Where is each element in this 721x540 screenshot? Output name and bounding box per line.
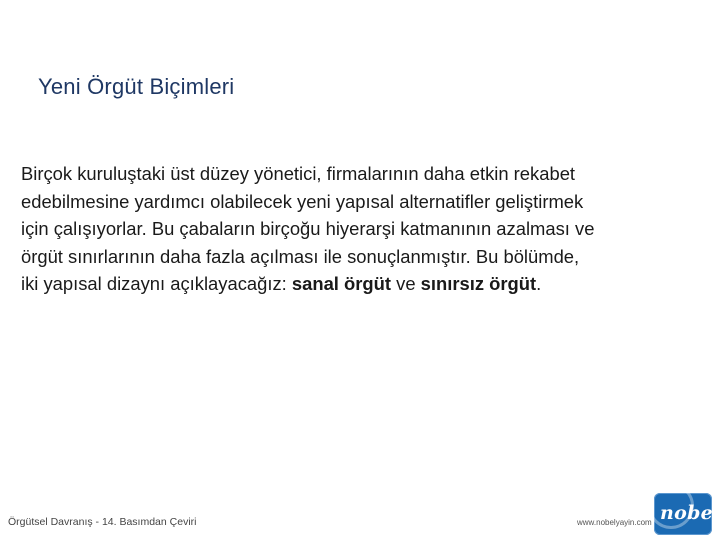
body-line-5 xyxy=(21,270,701,298)
sentence-end: . xyxy=(536,273,542,294)
footer-book-title: Örgütsel Davranış - 14. Basımdan Çeviri xyxy=(8,516,197,528)
term-sinirsiz-orgut: sınırsız örgüt xyxy=(420,273,537,294)
nobel-logo xyxy=(654,493,721,535)
footer-url: www.nobelyayin.com xyxy=(577,518,652,527)
body-line-3: için çalışıyorlar. Bu çabaların birçoğu hiyerarşi katmanının azalması ve xyxy=(21,218,595,239)
logo-text: nobel xyxy=(660,502,721,524)
body-line-2: edebilmesine yardımcı olabilecek yeni yapısal alternatifler geliştirmek xyxy=(21,190,584,212)
body-line-4: örgüt sınırlarının daha fazla açılması ile sonuçlanmıştır. Bu bölümde, xyxy=(21,245,580,267)
body-line-1: Birçok kuruluştaki üst düzey yönetici, firmalarının daha etkin rekabet xyxy=(21,163,576,184)
body-line-5-prefix: iki yapısal dizaynı açıklayacağız: xyxy=(21,273,292,294)
connector-text: ve xyxy=(391,273,421,294)
slide-title: Yeni Örgüt Biçimleri xyxy=(38,74,235,99)
term-sanal-orgut: sanal örgüt xyxy=(291,273,392,294)
body-paragraph xyxy=(21,160,701,298)
